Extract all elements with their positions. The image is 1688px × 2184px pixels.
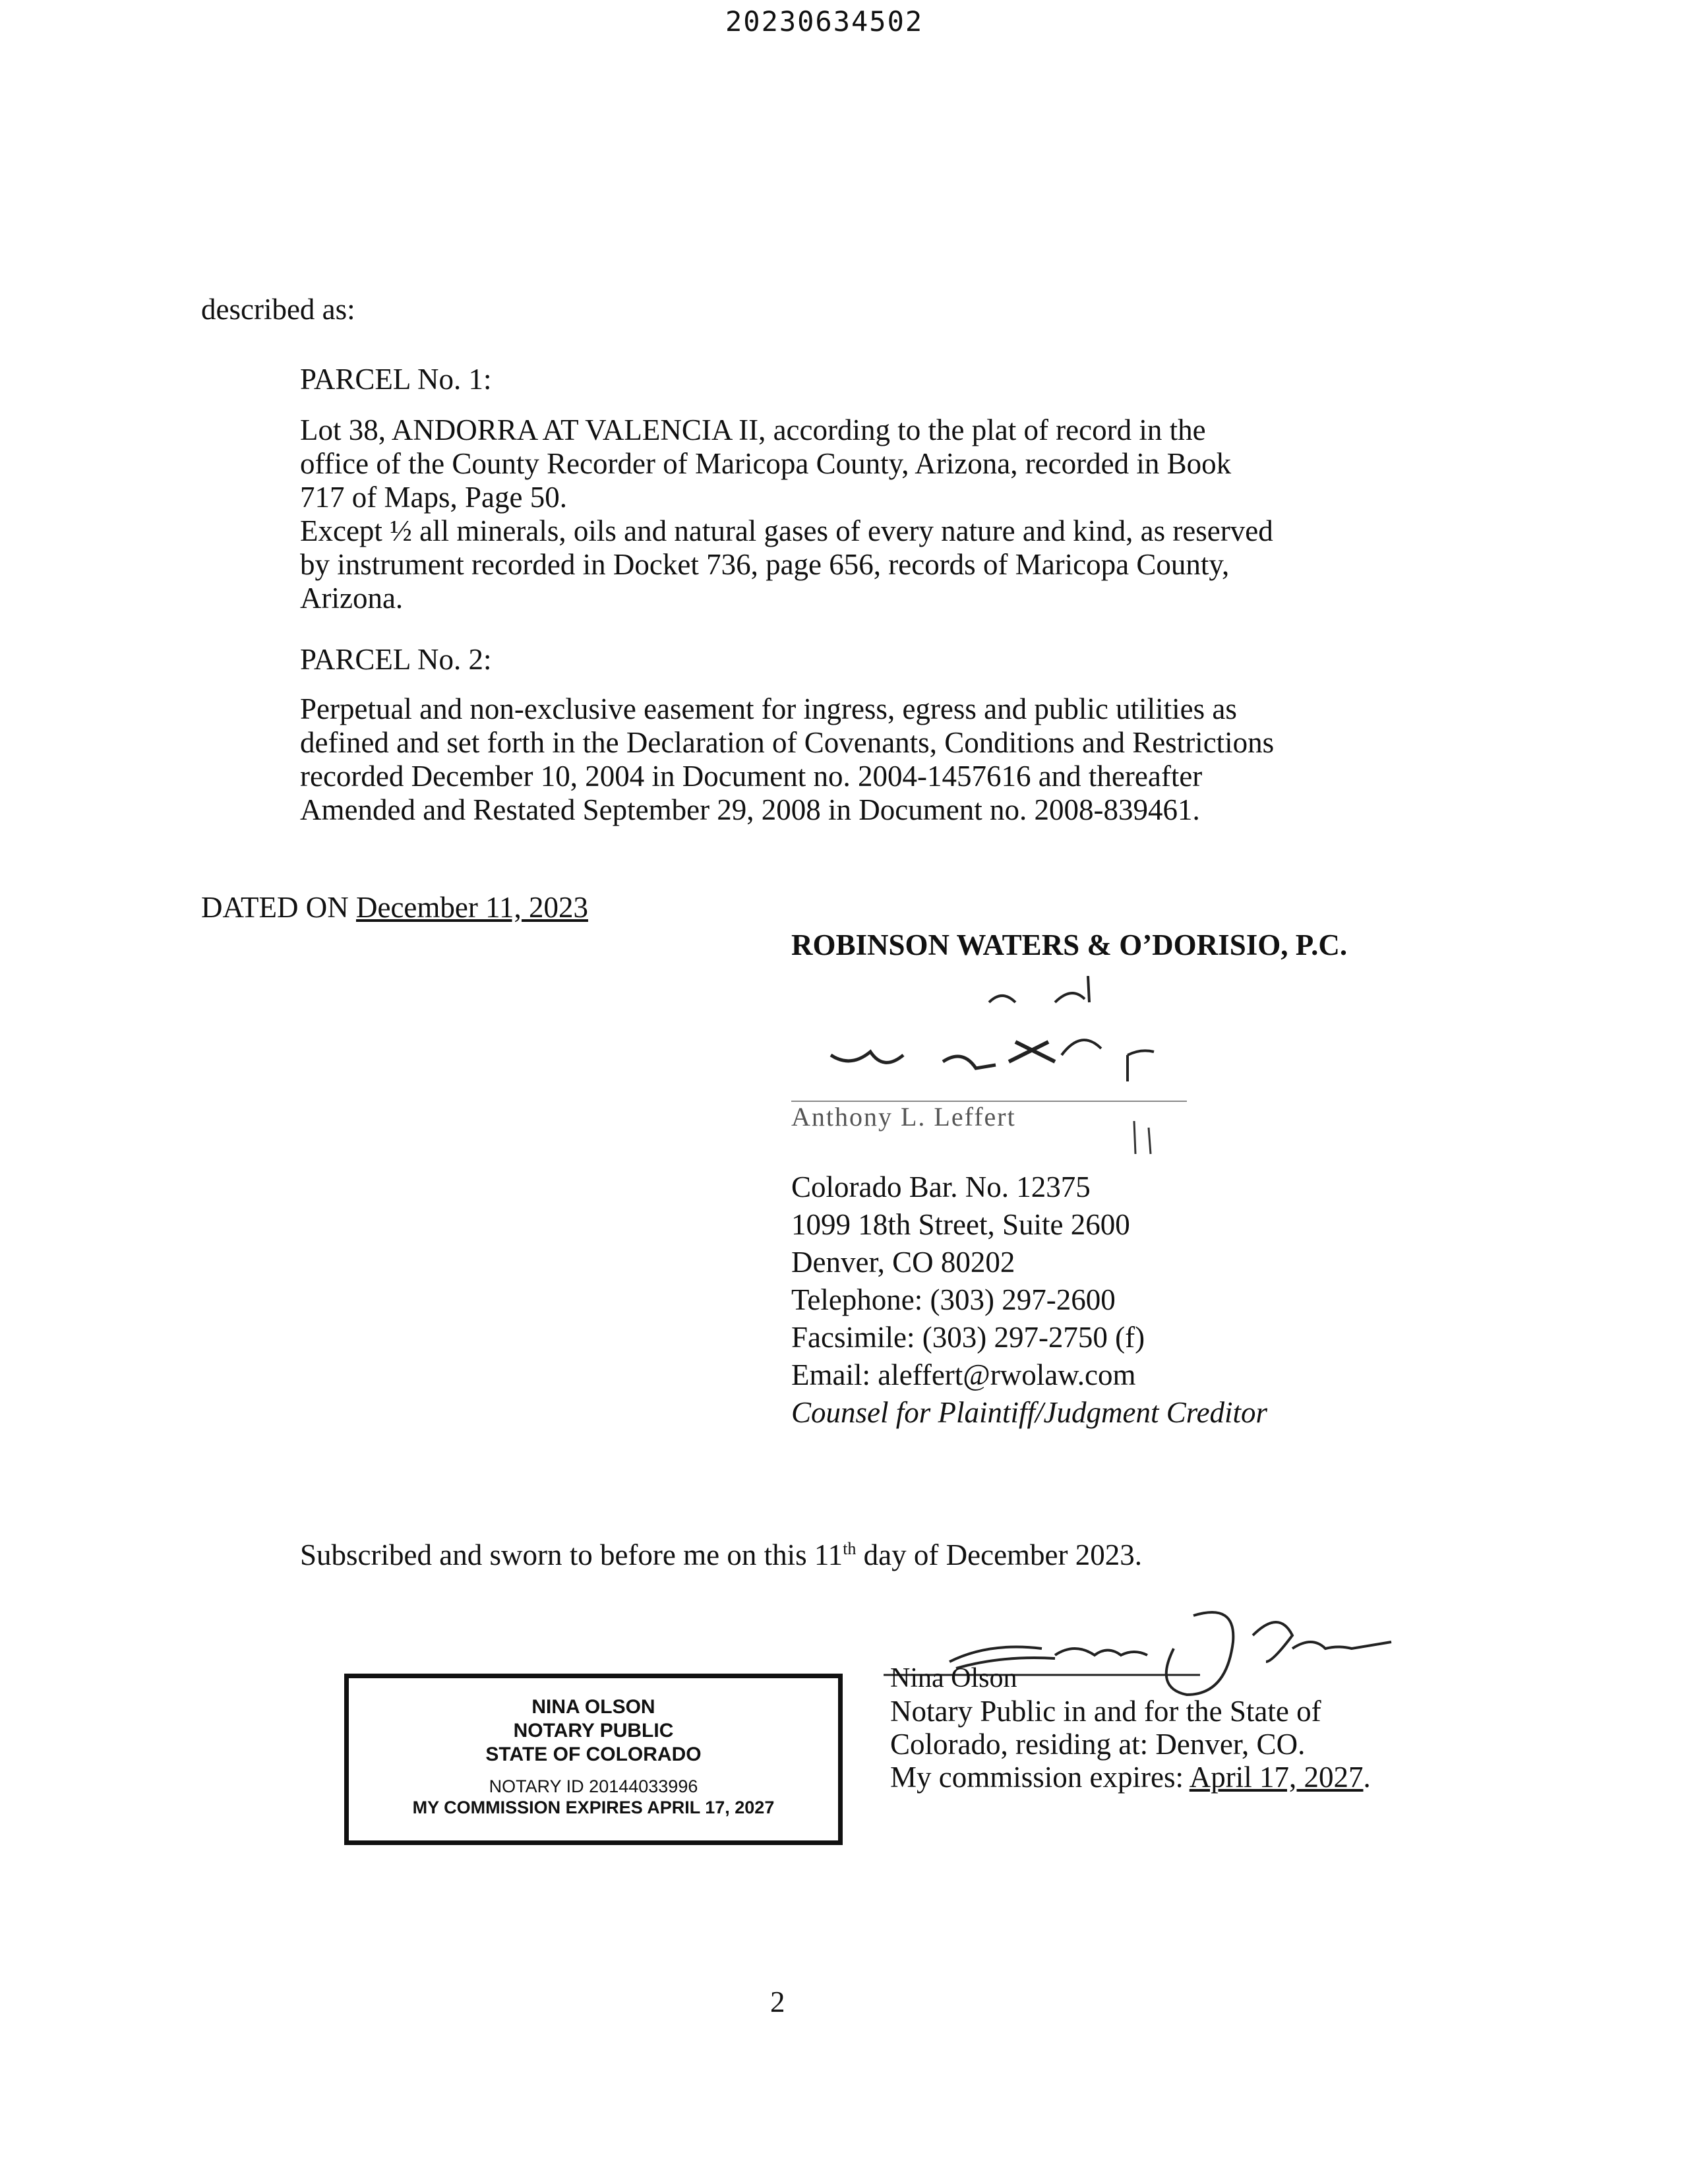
parcel-1-line: by instrument recorded in Docket 736, page 656, records of Maricopa County,	[300, 548, 1230, 581]
attorney-printed-name: Anthony L. Leffert	[791, 1102, 1016, 1132]
notary-stamp	[344, 1674, 843, 1845]
parcel-2-line: defined and set forth in the Declaration of Covenants, Conditions and Restrictions	[300, 726, 1275, 759]
notary-block	[890, 1662, 1371, 1794]
notary-expires-date: April 17, 2027	[1189, 1761, 1364, 1794]
attorney-role: Counsel for Plaintiff/Judgment Creditor	[791, 1396, 1268, 1429]
recording-number: 20230634502	[725, 5, 924, 38]
notary-expires-label: My commission expires:	[890, 1761, 1190, 1794]
notary-name: Nina Olson	[890, 1663, 1017, 1693]
dated-line	[201, 890, 588, 925]
dated-date: December 11, 2023	[355, 891, 588, 924]
parcel-1-line: office of the County Recorder of Maricopa County, Arizona, recorded in Book	[300, 447, 1232, 480]
stamp-expires: MY COMMISSION EXPIRES APRIL 17, 2027	[412, 1798, 775, 1817]
notary-line-1: Notary Public in and for the State of	[890, 1695, 1321, 1728]
email: Email: aleffert@rwolaw.com	[791, 1358, 1136, 1391]
jurat	[300, 1532, 1142, 1572]
notary-expires-end: .	[1363, 1761, 1371, 1794]
parcel-1-description	[300, 413, 1474, 615]
firm-name: ROBINSON WATERS & O’DORISIO, P.C.	[791, 928, 1348, 961]
parcel-1-line: Except ½ all minerals, oils and natural gases of every nature and kind, as reserved	[300, 514, 1273, 547]
stamp-name: NINA OLSON	[531, 1696, 655, 1718]
intro-text: described as:	[201, 293, 355, 326]
facsimile: Facsimile: (303) 297-2750 (f)	[791, 1321, 1145, 1354]
parcel-1-line: 717 of Maps, Page 50.	[300, 481, 567, 514]
parcel-1-title: PARCEL No. 1:	[300, 363, 492, 396]
jurat-suffix: day of December 2023.	[856, 1538, 1143, 1571]
notary-line-2: Colorado, residing at: Denver, CO.	[890, 1728, 1306, 1761]
bar-number: Colorado Bar. No. 12375	[791, 1170, 1091, 1203]
page-number: 2	[770, 1986, 785, 2018]
telephone: Telephone: (303) 297-2600	[791, 1283, 1116, 1316]
address-line-2: Denver, CO 80202	[791, 1246, 1015, 1279]
stamp-title: NOTARY PUBLIC	[513, 1720, 674, 1742]
parcel-2-line: Amended and Restated September 29, 2008 in Document no. 2008-839461.	[300, 793, 1200, 826]
stamp-id: NOTARY ID 20144033996	[489, 1776, 698, 1796]
attorney-info	[791, 1168, 1267, 1432]
notary-expires	[890, 1761, 1371, 1794]
parcel-2-description	[300, 692, 1474, 827]
parcel-1-line: Arizona.	[300, 582, 404, 615]
jurat-sup: th	[843, 1539, 857, 1558]
parcel-2-title: PARCEL No. 2:	[300, 643, 492, 676]
dated-label: DATED ON	[201, 891, 349, 924]
jurat-prefix: Subscribed and sworn to before me on this 11	[300, 1538, 843, 1571]
address-line-1: 1099 18th Street, Suite 2600	[791, 1208, 1130, 1241]
stamp-state: STATE OF COLORADO	[485, 1744, 702, 1765]
parcel-1-line: Lot 38, ANDORRA AT VALENCIA II, according to the plat of record in the	[300, 413, 1206, 446]
parcel-2-line: recorded December 10, 2004 in Document no. 2004-1457616 and thereafter	[300, 760, 1203, 793]
parcel-2-line: Perpetual and non-exclusive easement for ingress, egress and public utilities as	[300, 692, 1237, 725]
attorney-signature	[791, 976, 1200, 1167]
